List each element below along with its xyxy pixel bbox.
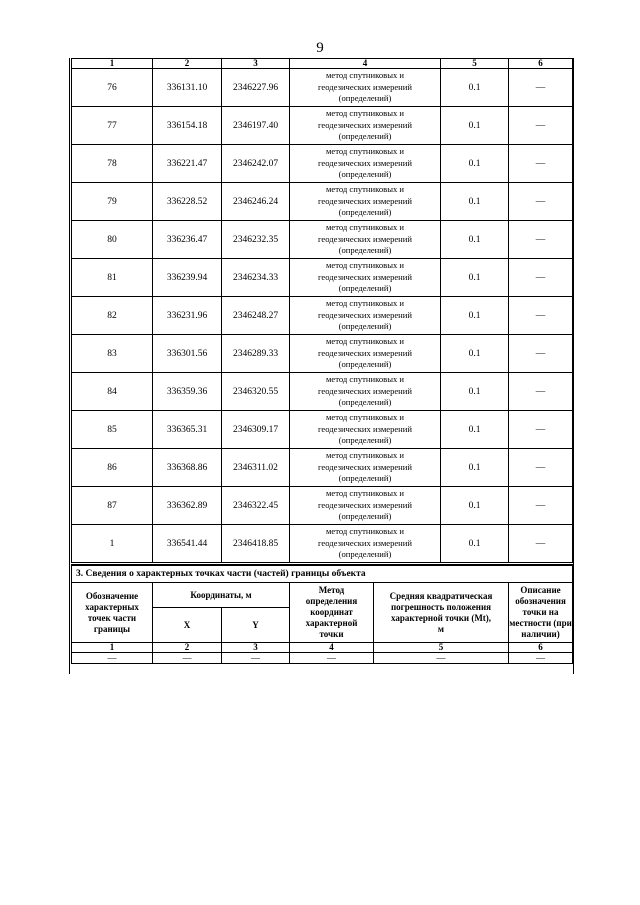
y-coordinate-cell: 2346242.07 <box>222 145 290 183</box>
description-header-line: местности (при <box>509 618 572 628</box>
section3-number-cell: 1 <box>72 643 153 653</box>
description-cell: — <box>509 297 573 335</box>
table-row <box>72 449 573 487</box>
accuracy-cell: 0.1 <box>441 107 509 145</box>
method-line: (определений) <box>338 169 392 180</box>
designation-header <box>72 583 153 643</box>
accuracy-header-line: Средняя квадратическая <box>389 590 493 601</box>
accuracy-cell: 0.1 <box>441 297 509 335</box>
section3-table <box>71 564 573 664</box>
y-coordinate-cell: 2346248.27 <box>222 297 290 335</box>
method-cell <box>290 145 441 183</box>
y-coordinate-cell: 2346232.35 <box>222 221 290 259</box>
section3-empty-cell: — <box>374 653 509 664</box>
x-coordinate-cell: 336236.47 <box>153 221 222 259</box>
description-cell: — <box>509 69 573 107</box>
method-cell <box>290 69 441 107</box>
description-header-line: обозначения <box>515 596 566 606</box>
y-coordinate-cell: 2346320.55 <box>222 373 290 411</box>
designation-header-line: точек части <box>87 612 137 623</box>
method-line: геодезических измерений <box>318 119 412 130</box>
description-cell: — <box>509 335 573 373</box>
method-line: метод спутниковых и <box>325 412 405 423</box>
description-cell: — <box>509 183 573 221</box>
description-cell: — <box>509 145 573 183</box>
point-number-cell: 79 <box>72 183 153 221</box>
x-coordinate-cell: 336231.96 <box>153 297 222 335</box>
section3-empty-cell: — <box>72 653 153 664</box>
method-cell <box>290 297 441 335</box>
method-line: геодезических измерений <box>318 347 412 358</box>
table-row <box>72 183 573 221</box>
point-number-cell: 76 <box>72 69 153 107</box>
table-row <box>72 335 573 373</box>
x-coordinate-cell: 336362.89 <box>153 487 222 525</box>
accuracy-cell: 0.1 <box>441 411 509 449</box>
header-cell: 1 <box>72 59 153 69</box>
point-number-cell: 78 <box>72 145 153 183</box>
accuracy-cell: 0.1 <box>441 259 509 297</box>
method-line: (определений) <box>338 93 392 104</box>
description-cell: — <box>509 525 573 563</box>
method-line: метод спутниковых и <box>325 374 405 385</box>
method-line: геодезических измерений <box>318 385 412 396</box>
method-line: (определений) <box>338 321 392 332</box>
accuracy-header-line: погрешность положения <box>390 601 491 612</box>
section3-number-cell: 2 <box>153 643 222 653</box>
accuracy-header <box>374 583 509 643</box>
method-line: геодезических измерений <box>318 157 412 168</box>
x-coordinate-cell: 336131.10 <box>153 69 222 107</box>
table-row <box>72 297 573 335</box>
method-line: метод спутниковых и <box>325 260 405 271</box>
designation-header-line: Обозначение <box>85 590 139 601</box>
method-line: геодезических измерений <box>318 423 412 434</box>
section3-empty-cell: — <box>222 653 290 664</box>
method-line: геодезических измерений <box>318 271 412 282</box>
method-line: геодезических измерений <box>318 233 412 244</box>
description-cell: — <box>509 449 573 487</box>
x-coordinate-cell: 336228.52 <box>153 183 222 221</box>
accuracy-cell: 0.1 <box>441 525 509 563</box>
outer-border-right <box>573 58 574 674</box>
x-header: X <box>153 608 222 643</box>
point-number-cell: 87 <box>72 487 153 525</box>
method-line: метод спутниковых и <box>325 526 405 537</box>
section3-empty-cell: — <box>290 653 374 664</box>
section3-title: 3. Сведения о характерных точках части (частей) границы объекта <box>72 565 573 583</box>
method-header <box>290 583 374 643</box>
coords-header: Координаты, м <box>153 583 290 608</box>
method-line: (определений) <box>338 435 392 446</box>
method-line: (определений) <box>338 131 392 142</box>
header-cell: 2 <box>153 59 222 69</box>
table-row <box>72 373 573 411</box>
point-number-cell: 80 <box>72 221 153 259</box>
table-row <box>72 69 573 107</box>
table-row <box>72 487 573 525</box>
section3-empty-cell: — <box>509 653 573 664</box>
designation-header-line: границы <box>93 623 131 634</box>
method-line: геодезических измерений <box>318 81 412 92</box>
x-coordinate-cell: 336239.94 <box>153 259 222 297</box>
section3-number-cell: 3 <box>222 643 290 653</box>
accuracy-header-line: м <box>437 623 445 634</box>
point-number-cell: 85 <box>72 411 153 449</box>
method-header-line: характерной <box>305 618 358 628</box>
y-coordinate-cell: 2346197.40 <box>222 107 290 145</box>
x-coordinate-cell: 336365.31 <box>153 411 222 449</box>
method-line: метод спутниковых и <box>325 450 405 461</box>
y-header: Y <box>222 608 290 643</box>
accuracy-cell: 0.1 <box>441 487 509 525</box>
method-cell <box>290 411 441 449</box>
accuracy-cell: 0.1 <box>441 69 509 107</box>
method-line: (определений) <box>338 283 392 294</box>
method-line: (определений) <box>338 359 392 370</box>
method-line: (определений) <box>338 549 392 560</box>
method-cell <box>290 487 441 525</box>
header-cell: 3 <box>222 59 290 69</box>
x-coordinate-cell: 336541.44 <box>153 525 222 563</box>
method-line: метод спутниковых и <box>325 108 405 119</box>
method-line: геодезических измерений <box>318 309 412 320</box>
accuracy-cell: 0.1 <box>441 335 509 373</box>
accuracy-header-line: характерной точки (Mt), <box>390 612 492 623</box>
method-line: метод спутниковых и <box>325 336 405 347</box>
description-cell: — <box>509 259 573 297</box>
accuracy-cell: 0.1 <box>441 221 509 259</box>
header-cell: 4 <box>290 59 441 69</box>
y-coordinate-cell: 2346311.02 <box>222 449 290 487</box>
method-line: (определений) <box>338 473 392 484</box>
method-line: (определений) <box>338 397 392 408</box>
method-header-line: определения <box>305 596 358 606</box>
table-row <box>72 221 573 259</box>
method-line: геодезических измерений <box>318 195 412 206</box>
point-number-cell: 86 <box>72 449 153 487</box>
designation-header-line: характерных <box>85 601 139 612</box>
description-header <box>509 583 573 643</box>
section3-number-cell: 5 <box>374 643 509 653</box>
x-coordinate-cell: 336359.36 <box>153 373 222 411</box>
description-cell: — <box>509 373 573 411</box>
description-header-line: Описание <box>520 585 561 595</box>
table-row <box>72 107 573 145</box>
y-coordinate-cell: 2346309.17 <box>222 411 290 449</box>
x-coordinate-cell: 336368.86 <box>153 449 222 487</box>
method-line: метод спутниковых и <box>325 184 405 195</box>
header-cell: 5 <box>441 59 509 69</box>
y-coordinate-cell: 2346289.33 <box>222 335 290 373</box>
point-number-cell: 82 <box>72 297 153 335</box>
table-row <box>72 145 573 183</box>
y-coordinate-cell: 2346322.45 <box>222 487 290 525</box>
method-line: метод спутниковых и <box>325 488 405 499</box>
method-cell <box>290 335 441 373</box>
coordinates-table <box>71 58 573 563</box>
y-coordinate-cell: 2346246.24 <box>222 183 290 221</box>
point-number-cell: 83 <box>72 335 153 373</box>
description-header-line: наличии) <box>521 629 560 639</box>
section3-number-cell: 6 <box>509 643 573 653</box>
method-cell <box>290 525 441 563</box>
table-row <box>72 411 573 449</box>
method-cell <box>290 107 441 145</box>
outer-border-left <box>69 58 70 674</box>
y-coordinate-cell: 2346234.33 <box>222 259 290 297</box>
description-cell: — <box>509 487 573 525</box>
method-cell <box>290 221 441 259</box>
description-cell: — <box>509 107 573 145</box>
header-cell: 6 <box>509 59 573 69</box>
description-header-line: точки на <box>522 607 559 617</box>
y-coordinate-cell: 2346418.85 <box>222 525 290 563</box>
method-line: (определений) <box>338 511 392 522</box>
accuracy-cell: 0.1 <box>441 373 509 411</box>
method-cell <box>290 373 441 411</box>
method-cell <box>290 183 441 221</box>
accuracy-cell: 0.1 <box>441 449 509 487</box>
section3-number-cell: 4 <box>290 643 374 653</box>
section3-empty-cell: — <box>153 653 222 664</box>
description-cell: — <box>509 411 573 449</box>
method-cell <box>290 449 441 487</box>
method-line: метод спутниковых и <box>325 298 405 309</box>
accuracy-cell: 0.1 <box>441 183 509 221</box>
method-line: (определений) <box>338 245 392 256</box>
table-row <box>72 525 573 563</box>
method-header-line: точки <box>319 629 344 639</box>
point-number-cell: 81 <box>72 259 153 297</box>
method-line: (определений) <box>338 207 392 218</box>
table-row <box>72 259 573 297</box>
method-line: геодезических измерений <box>318 499 412 510</box>
y-coordinate-cell: 2346227.96 <box>222 69 290 107</box>
description-cell: — <box>509 221 573 259</box>
table-header-row <box>72 59 573 69</box>
accuracy-cell: 0.1 <box>441 145 509 183</box>
point-number-cell: 77 <box>72 107 153 145</box>
method-line: геодезических измерений <box>318 461 412 472</box>
x-coordinate-cell: 336154.18 <box>153 107 222 145</box>
method-header-line: Метод <box>318 585 345 595</box>
method-line: метод спутниковых и <box>325 146 405 157</box>
method-line: геодезических измерений <box>318 537 412 548</box>
point-number-cell: 84 <box>72 373 153 411</box>
method-line: метод спутниковых и <box>325 222 405 233</box>
x-coordinate-cell: 336301.56 <box>153 335 222 373</box>
method-cell <box>290 259 441 297</box>
method-line: метод спутниковых и <box>325 70 405 81</box>
point-number-cell: 1 <box>72 525 153 563</box>
page-number: 9 <box>316 40 324 56</box>
x-coordinate-cell: 336221.47 <box>153 145 222 183</box>
method-header-line: координат <box>310 607 353 617</box>
